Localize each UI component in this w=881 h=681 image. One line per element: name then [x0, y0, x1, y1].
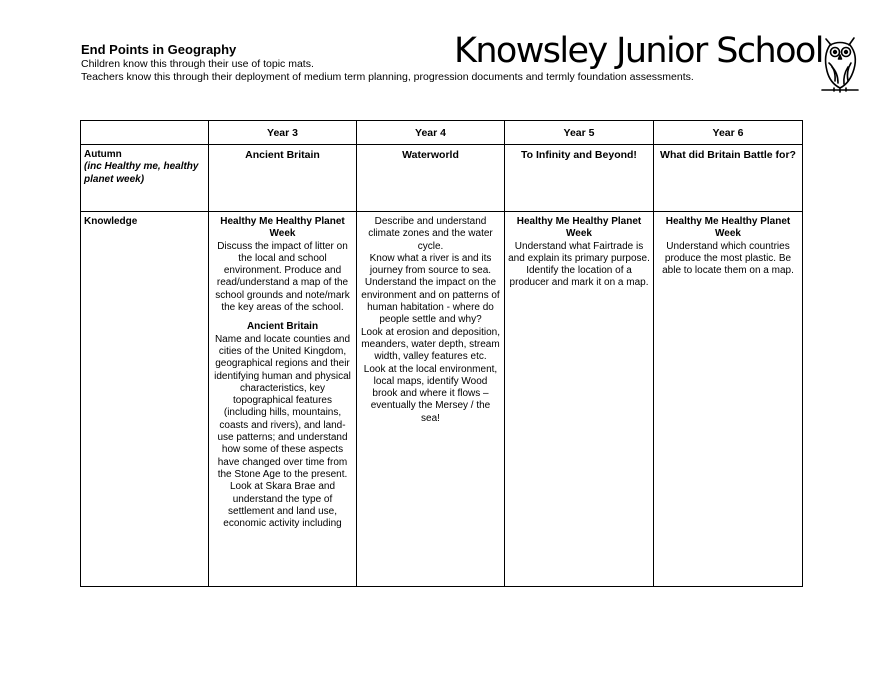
- y5-healthy-me-heading: Healthy Me Healthy Planet Week: [516, 216, 642, 240]
- school-name-logo: Knowsley Junior School: [454, 31, 823, 71]
- autumn-label: Autumn: [84, 149, 122, 160]
- knowledge-year-4: [357, 212, 505, 587]
- knowledge-year-5: [505, 212, 654, 587]
- y6-healthy-me-heading: Healthy Me Healthy Planet Week: [665, 216, 791, 240]
- knowledge-year-6: [654, 212, 803, 587]
- y3-ancient-britain-heading: Ancient Britain: [246, 321, 319, 333]
- topic-year-3: Ancient Britain: [209, 145, 357, 212]
- geography-endpoints-table: [80, 120, 803, 587]
- spacer: [212, 314, 353, 321]
- knowledge-year-3: [209, 212, 357, 587]
- y3-healthy-me-text: Discuss the impact of litter on the local and school environment. Produce and read/understand a map of the school grounds and note/mark the key areas of the school.: [215, 240, 350, 314]
- row-header-knowledge: Knowledge: [81, 212, 209, 587]
- table-row-knowledge: [81, 212, 803, 587]
- topic-year-4: Waterworld: [357, 145, 505, 212]
- autumn-note: (inc Healthy me, healthy planet week): [84, 161, 199, 185]
- topic-year-6: What did Britain Battle for?: [654, 145, 803, 212]
- column-header-year-4: Year 4: [357, 121, 505, 145]
- y3-ancient-britain-text: Name and locate counties and cities of the United Kingdom, geographical regions and their identifying human and physical characteristics, key topographical features (including hills, mountains, coasts and rivers), and land-use patterns; and understand how some of these aspects have changed over time from the Stone Age to the present.: [214, 333, 351, 480]
- column-header-year-6: Year 6: [654, 121, 803, 145]
- topic-year-5: To Infinity and Beyond!: [505, 145, 654, 212]
- table-row-autumn: [81, 145, 803, 212]
- column-header-blank: [81, 121, 209, 145]
- y4-waterworld-text: Describe and understand climate zones and the water cycle. Know what a river is and its journey from source to sea. Understand the impact on the environment and on patterns of human habitation - where do people settle and why? Look at erosion and deposition, meanders, water depth, stream width, valley features etc. Look at the local environment, local maps, identify Wood brook and where it flows – eventually the Mersey / the sea!: [361, 216, 500, 424]
- y5-fairtrade-text: Understand what Fairtrade is and explain its primary purpose. Identify the location of a producer and mark it on a map.: [508, 240, 650, 289]
- column-header-year-3: Year 3: [209, 121, 357, 145]
- intro-line-teachers: Teachers know this through their deployment of medium term planning, progression documents and termly foundation assessments.: [81, 71, 694, 83]
- intro-line-topic-mats: Children know this through their use of topic mats.: [81, 58, 314, 70]
- column-header-year-5: Year 5: [505, 121, 654, 145]
- y6-plastic-text: Understand which countries produce the most plastic. Be able to locate them on a map.: [662, 240, 794, 277]
- table-header-row: [81, 121, 803, 145]
- owl-icon: [818, 33, 862, 93]
- y3-healthy-me-heading: Healthy Me Healthy Planet Week: [220, 216, 345, 240]
- row-header-autumn: [81, 145, 209, 212]
- page-title: End Points in Geography: [81, 42, 237, 57]
- y3-skara-brae-text: Look at Skara Brae and understand the type of settlement and land use, economic activity including: [223, 481, 342, 530]
